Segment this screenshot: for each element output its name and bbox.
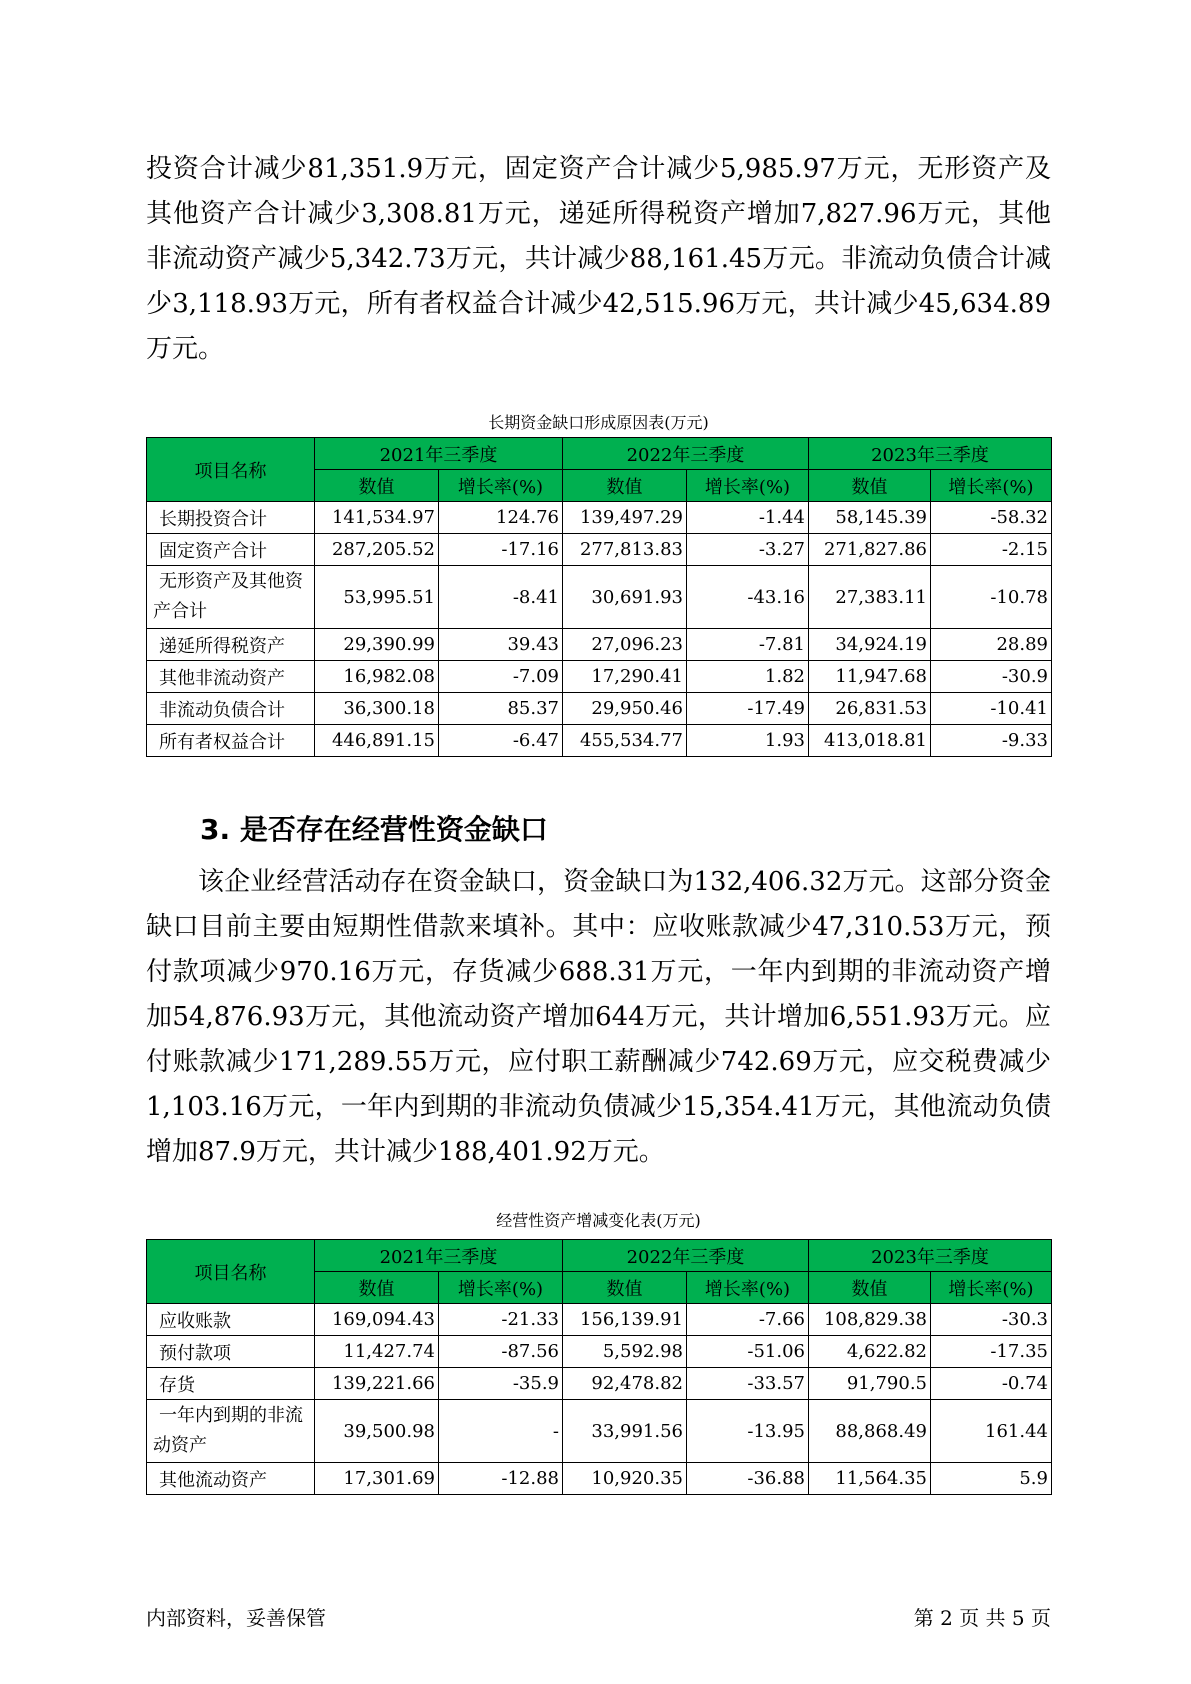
row-name: 无形资产及其他资产合计 — [147, 566, 315, 629]
row-name: 存货 — [147, 1368, 315, 1400]
cell-value: 413,018.81 — [809, 725, 931, 757]
cell-value: 11,427.74 — [315, 1336, 439, 1368]
cell-rate: -10.41 — [931, 693, 1052, 725]
cell-value: 169,094.43 — [315, 1304, 439, 1336]
row-name: 其他流动资产 — [147, 1463, 315, 1495]
cell-value: 4,622.82 — [809, 1336, 931, 1368]
header-period: 2021年三季度 — [315, 438, 563, 470]
footer-confidential: 内部资料，妥善保管 — [146, 1606, 326, 1630]
cell-rate: -51.06 — [687, 1336, 809, 1368]
cell-rate: -2.15 — [931, 534, 1052, 566]
cell-value: 108,829.38 — [809, 1304, 931, 1336]
cell-value: 88,868.49 — [809, 1400, 931, 1463]
cell-rate: -87.56 — [439, 1336, 563, 1368]
cell-value: 29,390.99 — [315, 629, 439, 661]
cell-value: 156,139.91 — [563, 1304, 687, 1336]
row-name: 递延所得税资产 — [147, 629, 315, 661]
cell-rate: -21.33 — [439, 1304, 563, 1336]
table-row — [147, 661, 1052, 693]
cell-value: 27,096.23 — [563, 629, 687, 661]
cell-value: 29,950.46 — [563, 693, 687, 725]
cell-rate: -13.95 — [687, 1400, 809, 1463]
table-row — [147, 1368, 1052, 1400]
cell-value: 26,831.53 — [809, 693, 931, 725]
cell-rate: 85.37 — [439, 693, 563, 725]
table-row — [147, 1400, 1052, 1463]
cell-rate: -0.74 — [931, 1368, 1052, 1400]
cell-rate: -7.66 — [687, 1304, 809, 1336]
table-row — [147, 534, 1052, 566]
cell-rate: -30.3 — [931, 1304, 1052, 1336]
header-value: 数值 — [315, 1272, 439, 1304]
cell-value: 33,991.56 — [563, 1400, 687, 1463]
cell-rate: -17.35 — [931, 1336, 1052, 1368]
table-row — [147, 502, 1052, 534]
table-row — [147, 1304, 1052, 1336]
header-period: 2023年三季度 — [809, 1240, 1052, 1272]
cell-rate: -7.09 — [439, 661, 563, 693]
page-number: 第 2 页 共 5 页 — [913, 1606, 1051, 1630]
cell-rate: -9.33 — [931, 725, 1052, 757]
cell-value: 27,383.11 — [809, 566, 931, 629]
cell-rate: -36.88 — [687, 1463, 809, 1495]
cell-value: 39,500.98 — [315, 1400, 439, 1463]
cell-rate: -58.32 — [931, 502, 1052, 534]
cell-value: 30,691.93 — [563, 566, 687, 629]
table-caption: 经营性资产增减变化表(万元) — [496, 1211, 701, 1230]
header-value: 数值 — [563, 1272, 687, 1304]
cell-rate: -17.49 — [687, 693, 809, 725]
cell-rate: -33.57 — [687, 1368, 809, 1400]
cell-rate: -10.78 — [931, 566, 1052, 629]
paragraph-text: 该企业经营活动存在资金缺口，资金缺口为132,406.32万元。这部分资金缺口目前主要由短期性借款来填补。其中：应收账款减少47,310.53万元，预付款项减少970.16万元，存货减少688.31万元，一年内到期的非流动资产增加54,876.93万元，其他流动资产增加644万元，共计增加6,551.93万元。应付账款减少171,289.55万元，应付职工薪酬减少742.69万元，应交税费减少1,103.16万元，一年内到期的非流动负债减少15,354.41万元，其他流动负债增加87.9万元，共计减少188,401.92万元。 — [146, 867, 1051, 1167]
cell-rate: -6.47 — [439, 725, 563, 757]
cell-value: 141,534.97 — [315, 502, 439, 534]
header-rate: 增长率(%) — [439, 1272, 563, 1304]
cell-rate: -30.9 — [931, 661, 1052, 693]
cell-value: 53,995.51 — [315, 566, 439, 629]
cell-value: 91,790.5 — [809, 1368, 931, 1400]
cell-rate: -12.88 — [439, 1463, 563, 1495]
cell-rate: -17.16 — [439, 534, 563, 566]
cell-rate: -43.16 — [687, 566, 809, 629]
cell-rate: 5.9 — [931, 1463, 1052, 1495]
row-name: 固定资产合计 — [147, 534, 315, 566]
row-name: 非流动负债合计 — [147, 693, 315, 725]
cell-value: 455,534.77 — [563, 725, 687, 757]
cell-rate: -8.41 — [439, 566, 563, 629]
table-row — [147, 566, 1052, 629]
table-row — [147, 1336, 1052, 1368]
cell-value: 277,813.83 — [563, 534, 687, 566]
header-rate: 增长率(%) — [687, 470, 809, 502]
row-name: 应收账款 — [147, 1304, 315, 1336]
header-rate: 增长率(%) — [931, 470, 1052, 502]
cell-value: 446,891.15 — [315, 725, 439, 757]
cell-rate: - — [439, 1400, 563, 1463]
table-caption: 长期资金缺口形成原因表(万元) — [488, 413, 709, 432]
row-name: 一年内到期的非流动资产 — [147, 1400, 315, 1463]
header-item-name: 项目名称 — [147, 1240, 315, 1304]
cell-value: 10,920.35 — [563, 1463, 687, 1495]
cell-value: 139,221.66 — [315, 1368, 439, 1400]
cell-value: 17,301.69 — [315, 1463, 439, 1495]
cell-value: 287,205.52 — [315, 534, 439, 566]
paragraph-text: 投资合计减少81,351.9万元，固定资产合计减少5,985.97万元，无形资产及其他资产合计减少3,308.81万元，递延所得税资产增加7,827.96万元，其他非流动资产减少5,342.73万元，共计减少88,161.45万元。非流动负债合计减少3,118.93万元，所有者权益合计减少42,515.96万元，共计减少45,634.89万元。 — [146, 154, 1051, 364]
section-heading: 3. 是否存在经营性资金缺口 — [200, 813, 548, 846]
cell-rate: 1.82 — [687, 661, 809, 693]
long-term-gap-table — [146, 437, 1052, 757]
cell-rate: -7.81 — [687, 629, 809, 661]
header-rate: 增长率(%) — [687, 1272, 809, 1304]
header-value: 数值 — [563, 470, 687, 502]
cell-rate: 161.44 — [931, 1400, 1052, 1463]
cell-rate: 1.93 — [687, 725, 809, 757]
cell-value: 271,827.86 — [809, 534, 931, 566]
cell-rate: -1.44 — [687, 502, 809, 534]
cell-value: 16,982.08 — [315, 661, 439, 693]
cell-rate: 28.89 — [931, 629, 1052, 661]
cell-rate: 39.43 — [439, 629, 563, 661]
cell-value: 5,592.98 — [563, 1336, 687, 1368]
header-rate: 增长率(%) — [439, 470, 563, 502]
operating-assets-table — [146, 1239, 1052, 1495]
cell-value: 11,947.68 — [809, 661, 931, 693]
cell-value: 36,300.18 — [315, 693, 439, 725]
cell-value: 139,497.29 — [563, 502, 687, 534]
row-name: 其他非流动资产 — [147, 661, 315, 693]
cell-value: 17,290.41 — [563, 661, 687, 693]
cell-rate: -35.9 — [439, 1368, 563, 1400]
header-period: 2023年三季度 — [809, 438, 1052, 470]
cell-rate: 124.76 — [439, 502, 563, 534]
cell-value: 34,924.19 — [809, 629, 931, 661]
header-period: 2022年三季度 — [563, 438, 809, 470]
row-name: 所有者权益合计 — [147, 725, 315, 757]
header-value: 数值 — [315, 470, 439, 502]
header-rate: 增长率(%) — [931, 1272, 1052, 1304]
header-item-name: 项目名称 — [147, 438, 315, 502]
cell-rate: -3.27 — [687, 534, 809, 566]
table-row — [147, 725, 1052, 757]
table-row — [147, 693, 1052, 725]
header-value: 数值 — [809, 1272, 931, 1304]
paragraph-long-term — [146, 147, 1051, 372]
table-row — [147, 1463, 1052, 1495]
paragraph-operating — [146, 860, 1051, 1175]
cell-value: 92,478.82 — [563, 1368, 687, 1400]
row-name: 预付款项 — [147, 1336, 315, 1368]
header-period: 2021年三季度 — [315, 1240, 563, 1272]
cell-value: 11,564.35 — [809, 1463, 931, 1495]
header-value: 数值 — [809, 470, 931, 502]
row-name: 长期投资合计 — [147, 502, 315, 534]
header-period: 2022年三季度 — [563, 1240, 809, 1272]
table-row — [147, 629, 1052, 661]
cell-value: 58,145.39 — [809, 502, 931, 534]
